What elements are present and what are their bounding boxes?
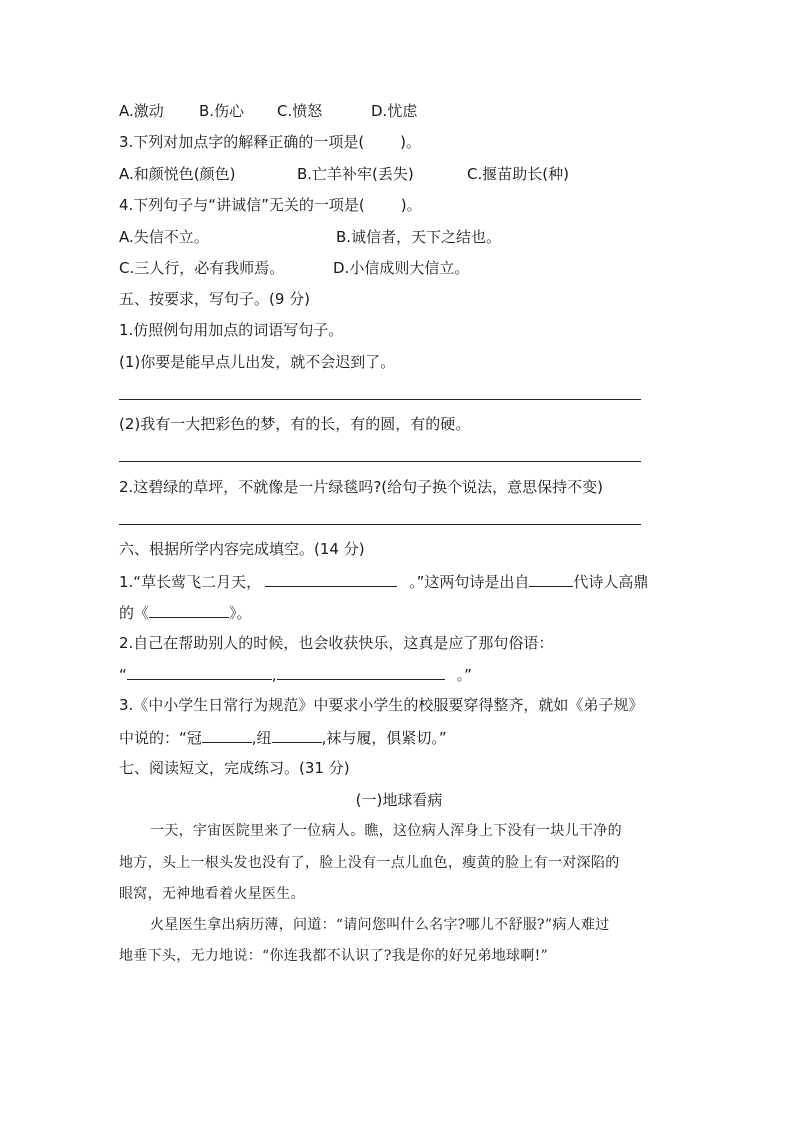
section6-q1-line1: [119, 571, 648, 592]
answer-line-3[interactable]: [119, 524, 641, 525]
section5-q1-stem: 1.仿照例句用加点的词语写句子。: [119, 321, 344, 339]
section6-heading: 六、根据所学内容完成填空。(14 分): [119, 540, 365, 558]
poem-title-blank[interactable]: [149, 602, 229, 618]
answer-line-2[interactable]: [119, 461, 641, 462]
q3-stem: [119, 132, 421, 152]
proverb-blank-1[interactable]: [127, 664, 272, 680]
q4-option-b: B.诚信者，天下之结也。: [336, 228, 502, 246]
section6-q1-line2: [119, 602, 252, 623]
q3-option-b: B.亡羊补牢(丢失): [297, 165, 414, 183]
wa-text: ,袜与履，俱紧切。”: [321, 729, 447, 747]
guan-text: 中说的：“冠: [119, 729, 202, 747]
section6-q2-stem: 2.自己在帮助别人的时候，也会收获快乐，这真是应了那句俗语：: [119, 634, 554, 652]
section5-q1-sentence-b: (2)我有一大把彩色的梦，有的长，有的圆，有的硬。: [119, 415, 471, 433]
q4-stem: [119, 195, 422, 215]
q2-option-a: A.激动: [119, 102, 164, 120]
answer-line-1[interactable]: [119, 399, 641, 400]
quote-close: 。”: [456, 666, 472, 684]
poem-line-start: 1.“草长莺飞二月天，: [119, 573, 262, 591]
section6-q3-line1: 3.《中小学生日常行为规范》中要求小学生的校服要穿得整齐，就如《弟子规》: [119, 696, 644, 714]
passage-p1-line3: 眼窝，无神地看着火星医生。: [119, 886, 305, 902]
section5-heading: 五、按要求，写句子。(9 分): [119, 290, 311, 308]
passage-p1-line2: 地方，头上一根头发也没有了，脸上没有一点儿血色，瘦黄的脸上有一对深陷的: [119, 855, 620, 871]
proverb-comma: ,: [271, 666, 277, 684]
q3-stem-text: 3.下列对加点字的解释正确的一项是(: [119, 133, 365, 151]
q2-option-c: C.愤怒: [277, 102, 323, 120]
q4-option-c: C.三人行，必有我师焉。: [119, 259, 285, 277]
niu-text: ,纽: [251, 729, 272, 747]
q3-option-a: A.和颜悦色(颜色): [119, 165, 236, 183]
q4-stem-end: )。: [400, 196, 422, 214]
section6-q3-line2: [119, 727, 447, 748]
section7-heading: 七、阅读短文，完成练习。(31 分): [119, 759, 350, 777]
q4-stem-text: 4.下列句子与“讲诚信”无关的一项是(: [119, 196, 365, 214]
q3-stem-end: )。: [400, 133, 422, 151]
poet-text: 代诗人高鼎: [573, 573, 649, 591]
poem-blank[interactable]: [265, 571, 397, 587]
quote-open: “: [119, 666, 127, 684]
passage-title: (一)地球看病: [355, 791, 443, 809]
passage-p1-line1: 一天，宇宙医院里来了一位病人。瞧，这位病人浑身上下没有一块儿干净的: [150, 823, 622, 839]
title-close: 》。: [229, 604, 252, 622]
niu-blank[interactable]: [272, 727, 322, 743]
dynasty-blank[interactable]: [529, 571, 573, 587]
passage-p2-line2: 地垂下头，无力地说：“你连我都不认识了?我是你的好兄弟地球啊!”: [119, 948, 549, 964]
guan-blank[interactable]: [202, 727, 252, 743]
q3-option-c: C.揠苗助长(种): [467, 165, 569, 183]
poem-source-text: 。”这两句诗是出自: [409, 573, 530, 591]
section5-q2-stem: 2.这碧绿的草坪，不就像是一片绿毯吗?(给句子换个说法，意思保持不变): [119, 478, 603, 496]
q4-option-d: D.小信成则大信立。: [333, 259, 470, 277]
section6-q2-answer: [119, 664, 472, 685]
proverb-blank-2[interactable]: [277, 664, 445, 680]
q2-option-b: B.伤心: [199, 102, 245, 120]
q4-option-a: A.失信不立。: [119, 228, 209, 246]
q2-option-d: D.忧虑: [371, 102, 418, 120]
passage-p2-line1: 火星医生拿出病历薄，问道：“请问您叫什么名字?哪儿不舒服?”病人难过: [150, 917, 610, 933]
section5-q1-sentence-a: (1)你要是能早点儿出发，就不会迟到了。: [119, 353, 396, 371]
title-open: 的《: [119, 604, 150, 622]
